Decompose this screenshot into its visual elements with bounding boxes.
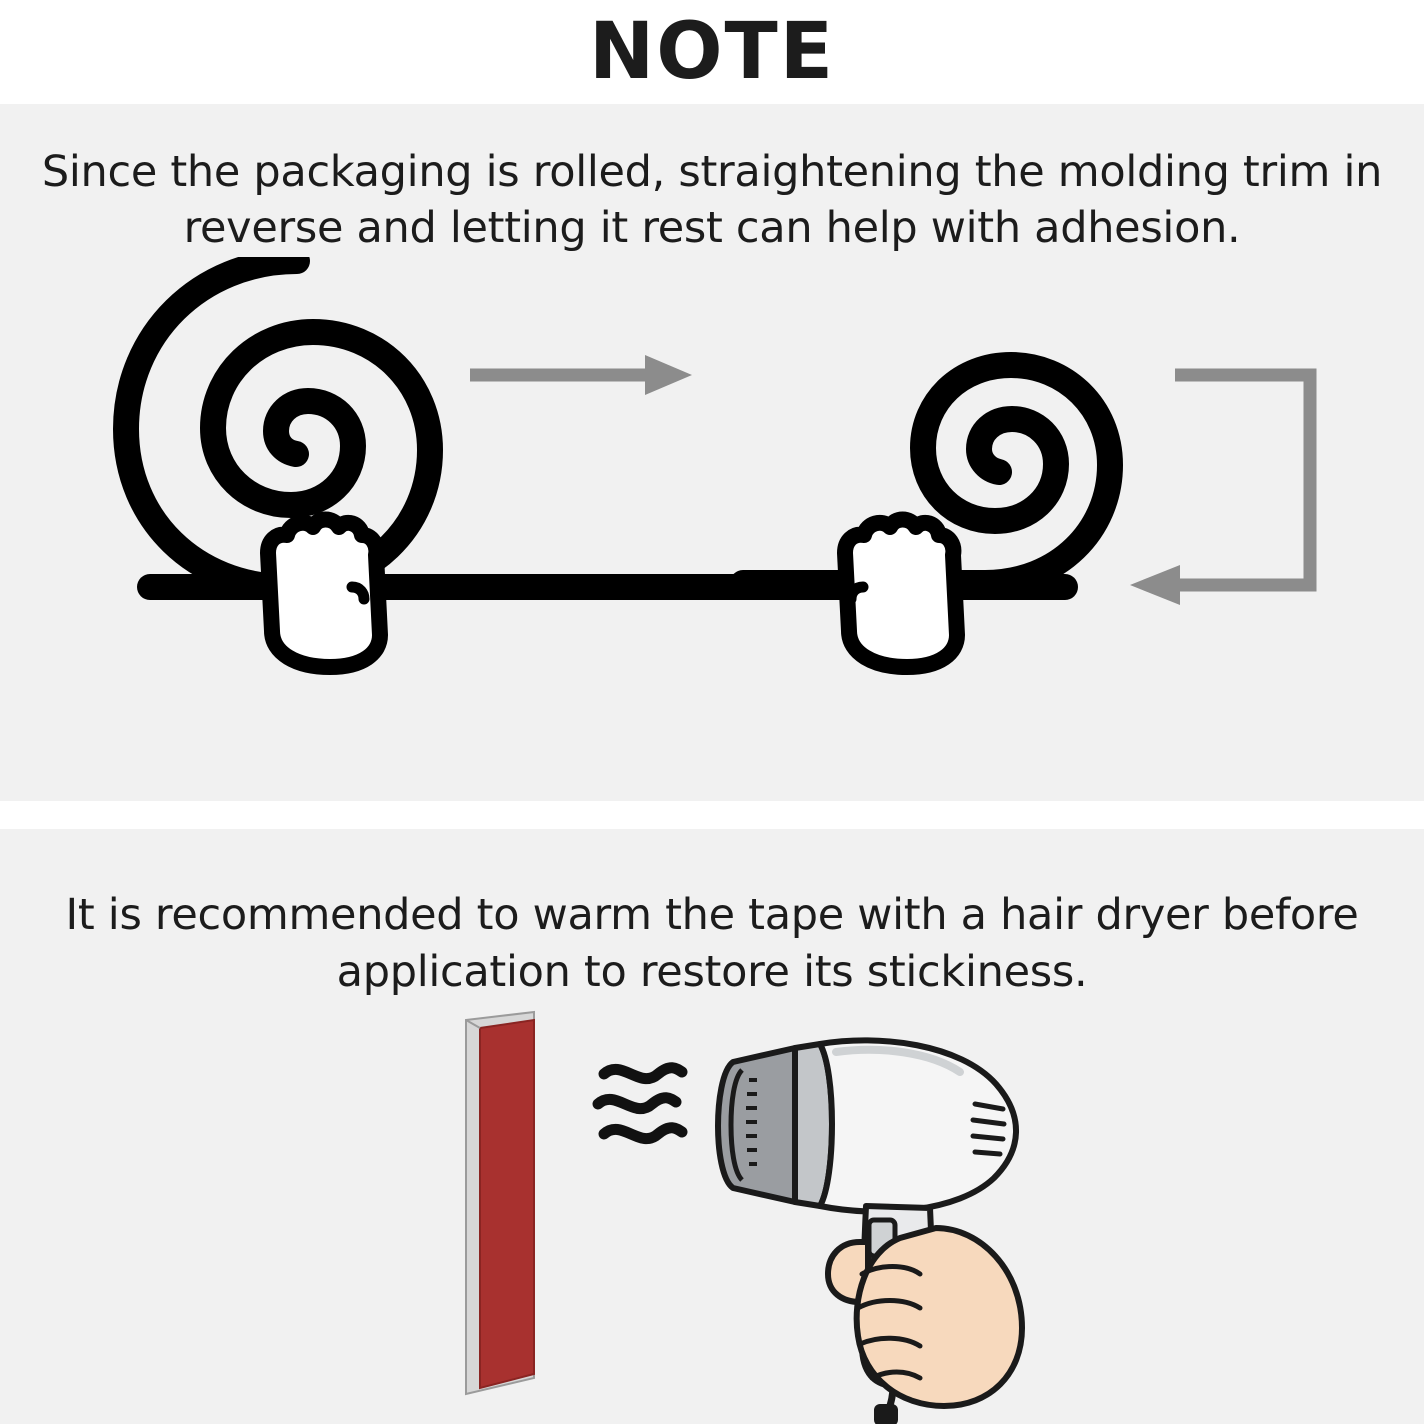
right-hand-icon — [845, 520, 957, 668]
hair-dryer-warming-tape-diagram — [0, 1006, 1424, 1424]
note-panel-rolled-packaging — [0, 104, 1424, 801]
red-molding-trim-icon — [466, 1012, 534, 1394]
hand-holding-dryer-icon — [828, 1228, 1022, 1406]
panel-divider — [0, 801, 1424, 829]
rolled-trim-straightening-diagram — [0, 257, 1424, 757]
left-hand-icon — [268, 520, 380, 668]
page-title: NOTE — [588, 6, 836, 97]
note-panel-hair-dryer — [0, 829, 1424, 1424]
note-text-rolled-packaging: Since the packaging is rolled, straightening the molding trim in reverse and letting it rest can help with adhesion. — [41, 146, 1383, 254]
heat-wave-icon — [598, 1068, 682, 1139]
straightened-trim-with-hands-icon — [150, 520, 1065, 668]
title-bar — [0, 0, 1424, 104]
return-arrow-icon — [1130, 375, 1310, 605]
right-arrow-icon — [470, 355, 692, 395]
note-text-hair-dryer: It is recommended to warm the tape with a hair dryer before application to restore its stickiness. — [65, 889, 1359, 997]
